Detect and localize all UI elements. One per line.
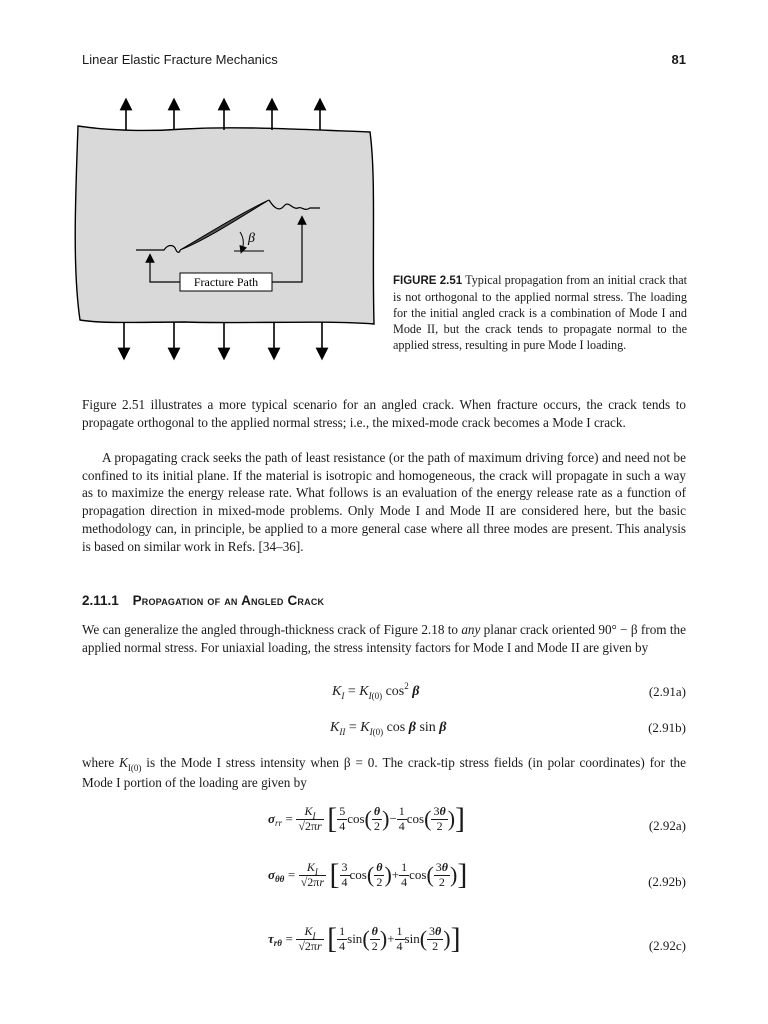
figure-caption <box>393 272 687 353</box>
equation-2-92a-body: $\sigma_{rr}$ = $\frac{K_I}{√2\pi r}$ [ $\frac{5}{4}$ cos( $\frac{\theta}{2}$ )− $\frac{1}{4}$ cos( $\frac{3\theta}{2}$ )] <box>268 802 466 835</box>
para4-text-a: where <box>82 755 120 770</box>
para3-emphasis: any <box>461 622 481 637</box>
section-title: Propagation of an Angled Crack <box>132 593 325 608</box>
fracture-path-label: Fracture Path <box>193 275 259 289</box>
figure-caption-text: Typical propagation from an initial crack that is not orthogonal to the applied normal stress. The loading for the initial angled crack is a combination of Mode I and Mode II, but the crack tends to propagate normal to the applied stress, resulting in pure Mode I loading. <box>393 273 687 352</box>
equation-2-91a <box>82 681 686 724</box>
paragraph-2: A propagating crack seeks the path of least resistance (or the path of maximum driving force) and need not be confined to its initial plane. If the material is isotropic and homogeneous, the crack will propagate in such a way as to maximize the energy release rate. What follows is an evaluation of the energy release rate as a function of propagation direction in mixed-mode problems. Only Mode I and Mode II are considered here, but the basic methodology can, in principle, be applied to a more general case where all three modes are present. This analysis is based on similar work in Refs. [34–36]. <box>82 450 686 554</box>
page-number: 81 <box>671 52 686 67</box>
equation-2-91b-body: $K_{II} = K_{I(0)}$ cos β sin β <box>330 720 447 737</box>
equation-2-91a-body: $K_I = K_{I(0)}$ $\cos^2 \beta$ <box>332 681 420 701</box>
equation-2-92b <box>82 860 686 904</box>
equation-2-92a <box>82 804 686 848</box>
angle-beta-label: β <box>248 231 255 246</box>
para4-k-sub: I(0) <box>127 763 142 773</box>
figure-label: FIGURE 2.51 <box>393 275 463 287</box>
equation-2-91a-number: (2.91a) <box>648 684 686 699</box>
figure-2-51-diagram <box>64 96 384 362</box>
paragraph-1: Figure 2.51 illustrates a more typical scenario for an angled crack. When fracture occurs, the crack tends to propagate orthogonal to the applied normal stress; i.e., the mixed-mode crack becomes a Mode I crack. <box>82 397 686 430</box>
equation-2-92c-body: $\tau_{r\theta}$ = $\frac{K_I}{√2\pi r}$ [ $\frac{1}{4}$ sin( $\frac{\theta}{2}$ )+ $\frac{1}{4}$ sin( $\frac{3\theta}{2}$ )] <box>268 922 461 955</box>
paragraph-3 <box>82 621 686 656</box>
running-title: Linear Elastic Fracture Mechanics <box>82 52 278 67</box>
equation-2-91b-number: (2.91b) <box>648 720 686 735</box>
bottom-stress-arrows <box>124 322 322 354</box>
paragraph-4 <box>82 754 686 791</box>
para4-k: K <box>119 755 128 770</box>
equation-2-92c-number: (2.92c) <box>648 938 686 953</box>
para3-text-a: We can generalize the angled through-thickness crack of Figure 2.18 to <box>82 622 462 637</box>
equation-2-92b-number: (2.92b) <box>648 874 686 889</box>
section-number: 2.11.1 <box>82 593 119 608</box>
para4-text-b: is the Mode I stress intensity when β = 0. The crack-tip stress fields (in polar coordinates) for the Mode I portion of the loading are given by <box>82 755 686 790</box>
equation-2-92a-number: (2.92a) <box>648 818 686 833</box>
section-heading <box>82 593 686 608</box>
equation-2-92c <box>82 924 686 968</box>
equation-2-92b-body: $\sigma_{\theta\theta}$ = $\frac{K_I}{√2\pi r}$ [ $\frac{3}{4}$ cos( $\frac{\theta}{2}$ )+ $\frac{1}{4}$ cos( $\frac{3\theta}{2}$ )] <box>268 858 468 891</box>
para3-text-b: planar crack oriented 90° − β from the applied normal stress. For uniaxial loading, the stress intensity factors for Mode I and Mode II are given by <box>82 622 686 655</box>
top-stress-arrows <box>126 104 320 130</box>
